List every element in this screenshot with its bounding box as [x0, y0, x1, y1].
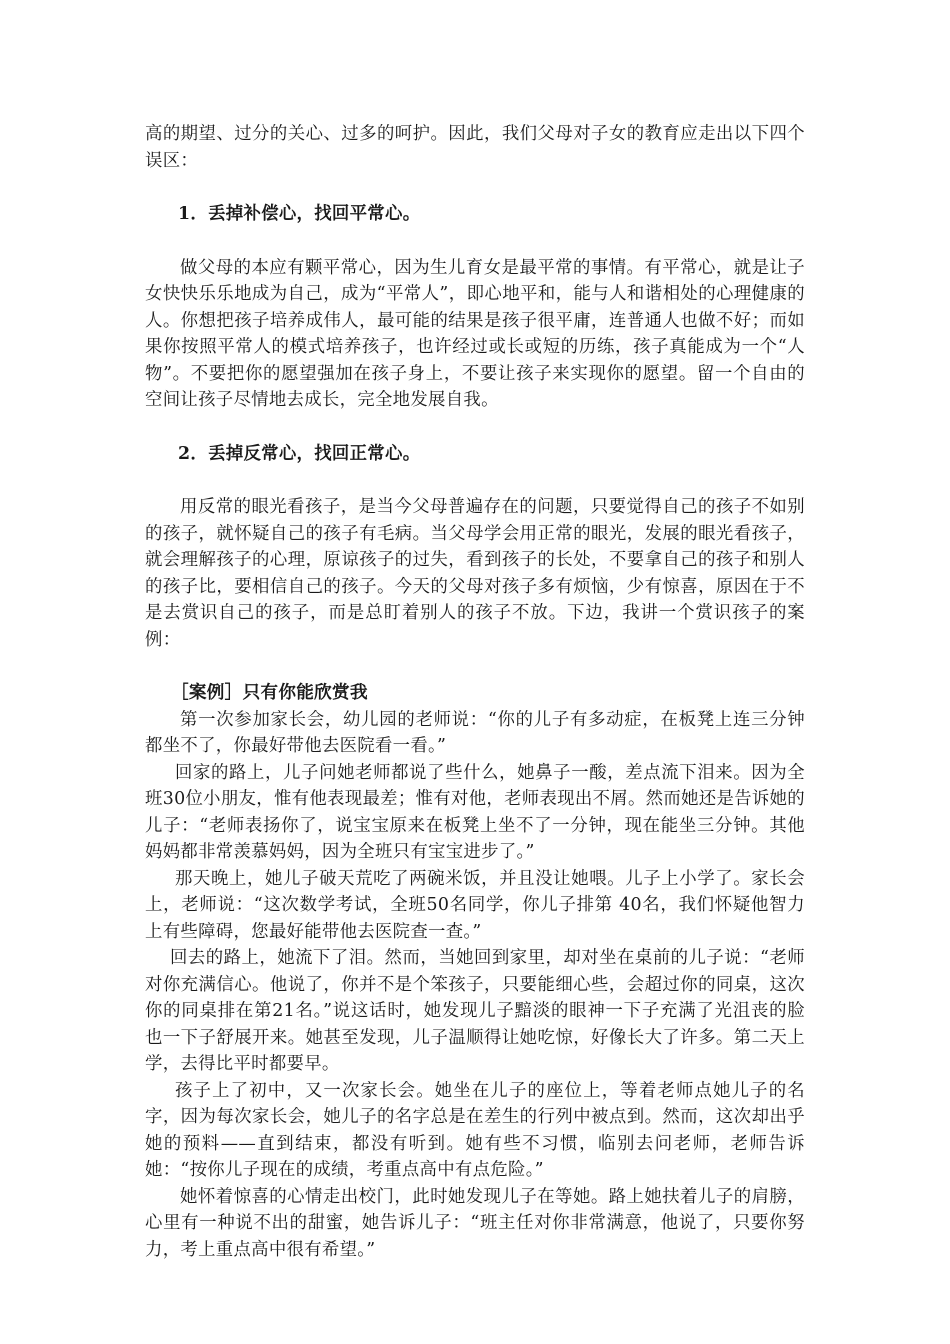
document-page	[145, 121, 805, 1263]
paragraph-2: 用反常的眼光看孩子，是当今父母普遍存在的问题，只要觉得自己的孩子不如别的孩子，就怀疑自己的孩子有毛病。当父母学会用正常的眼光，发展的眼光看孩子，就会理解孩子的心理，原谅孩子的过失，看到孩子的长处，不要拿自己的孩子和别人的孩子比，要相信自己的孩子。今天的父母对孩子多有烦恼，少有惊喜，原因在于不是去赏识自己的孩子，而是总盯着别人的孩子不放。下边，我讲一个赏识孩子的案例：	[145, 497, 805, 650]
paragraph-1: 做父母的本应有颗平常心，因为生儿育女是最平常的事情。有平常心，就是让子女快快乐乐地成为自己，成为“平常人”，即心地平和，能与人和谐相处的心理健康的人。你想把孩子培养成伟人，最可能的结果是孩子很平庸，连普通人也做不好；而如果你按照平常人的模式培养孩子，也许经过或长或短的历练，孩子真能成为一个“人物”。不要把你的愿望强加在孩子身上，不要让孩子来实现你的愿望。留一个自由的空间让孩子尽情地去成长，完全地发展自我。	[145, 257, 805, 410]
section-heading-1: 1．丢掉补偿心，找回平常心。	[178, 204, 421, 224]
case-paragraph-3: 那天晚上，她儿子破天荒吃了两碗米饭，并且没让她喂。儿子上小学了。家长会上，老师说：“这次数学考试，全班50名同学，你儿子排第 40名，我们怀疑他智力上有些障碍，您最好能带他去医院查一查。”	[145, 868, 805, 942]
case-paragraph-4: 回去的路上，她流下了泪。然而，当她回到家里，却对坐在桌前的儿子说：“老师对你充满信心。他说了，你并不是个笨孩子，只要能细心些，会超过你的同桌，这次你的同桌排在第21名。”说这话时，她发现儿子黯淡的眼神一下子充满了光沮丧的脸也一下子舒展开来。她甚至发现，儿子温顺得让她吃惊，好像长大了许多。第二天上学，去得比平时都要早。	[145, 948, 805, 1074]
case-paragraph-6: 她怀着惊喜的心情走出校门，此时她发现儿子在等她。路上她扶着儿子的肩膀，心里有一种说不出的甜蜜，她告诉儿子：“班主任对你非常满意，他说了，只要你努力，考上重点高中很有希望。”	[145, 1186, 805, 1260]
case-paragraph-2: 回家的路上，儿子问她老师都说了些什么，她鼻子一酸，差点流下泪来。因为全班30位小朋友，惟有他表现最差；惟有对他，老师表现出不屑。然而她还是告诉她的儿子：“老师表扬你了，说宝宝原来在板凳上坐不了一分钟，现在能坐三分钟。其他妈妈都非常羡慕妈妈，因为全班只有宝宝进步了。”	[145, 762, 805, 862]
case-paragraph-1: 第一次参加家长会，幼儿园的老师说：“你的儿子有多动症，在板凳上连三分钟都坐不了，你最好带他去医院看一看。”	[145, 709, 805, 756]
case-paragraph-5: 孩子上了初中，又一次家长会。她坐在儿子的座位上，等着老师点她儿子的名字，因为每次家长会，她儿子的名字总是在差生的行列中被点到。然而，这次却出乎她的预料——直到结束，都没有听到。她有些不习惯，临别去问老师，老师告诉她：“按你儿子现在的成绩，考重点高中有点危险。”	[145, 1080, 805, 1180]
section-heading-2: 2．丢掉反常心，找回正常心。	[178, 443, 421, 464]
intro-paragraph: 高的期望、过分的关心、过多的呵护。因此，我们父母对子女的教育应走出以下四个误区：	[145, 124, 805, 171]
case-title: ［案例］只有你能欣赏我	[171, 682, 368, 703]
